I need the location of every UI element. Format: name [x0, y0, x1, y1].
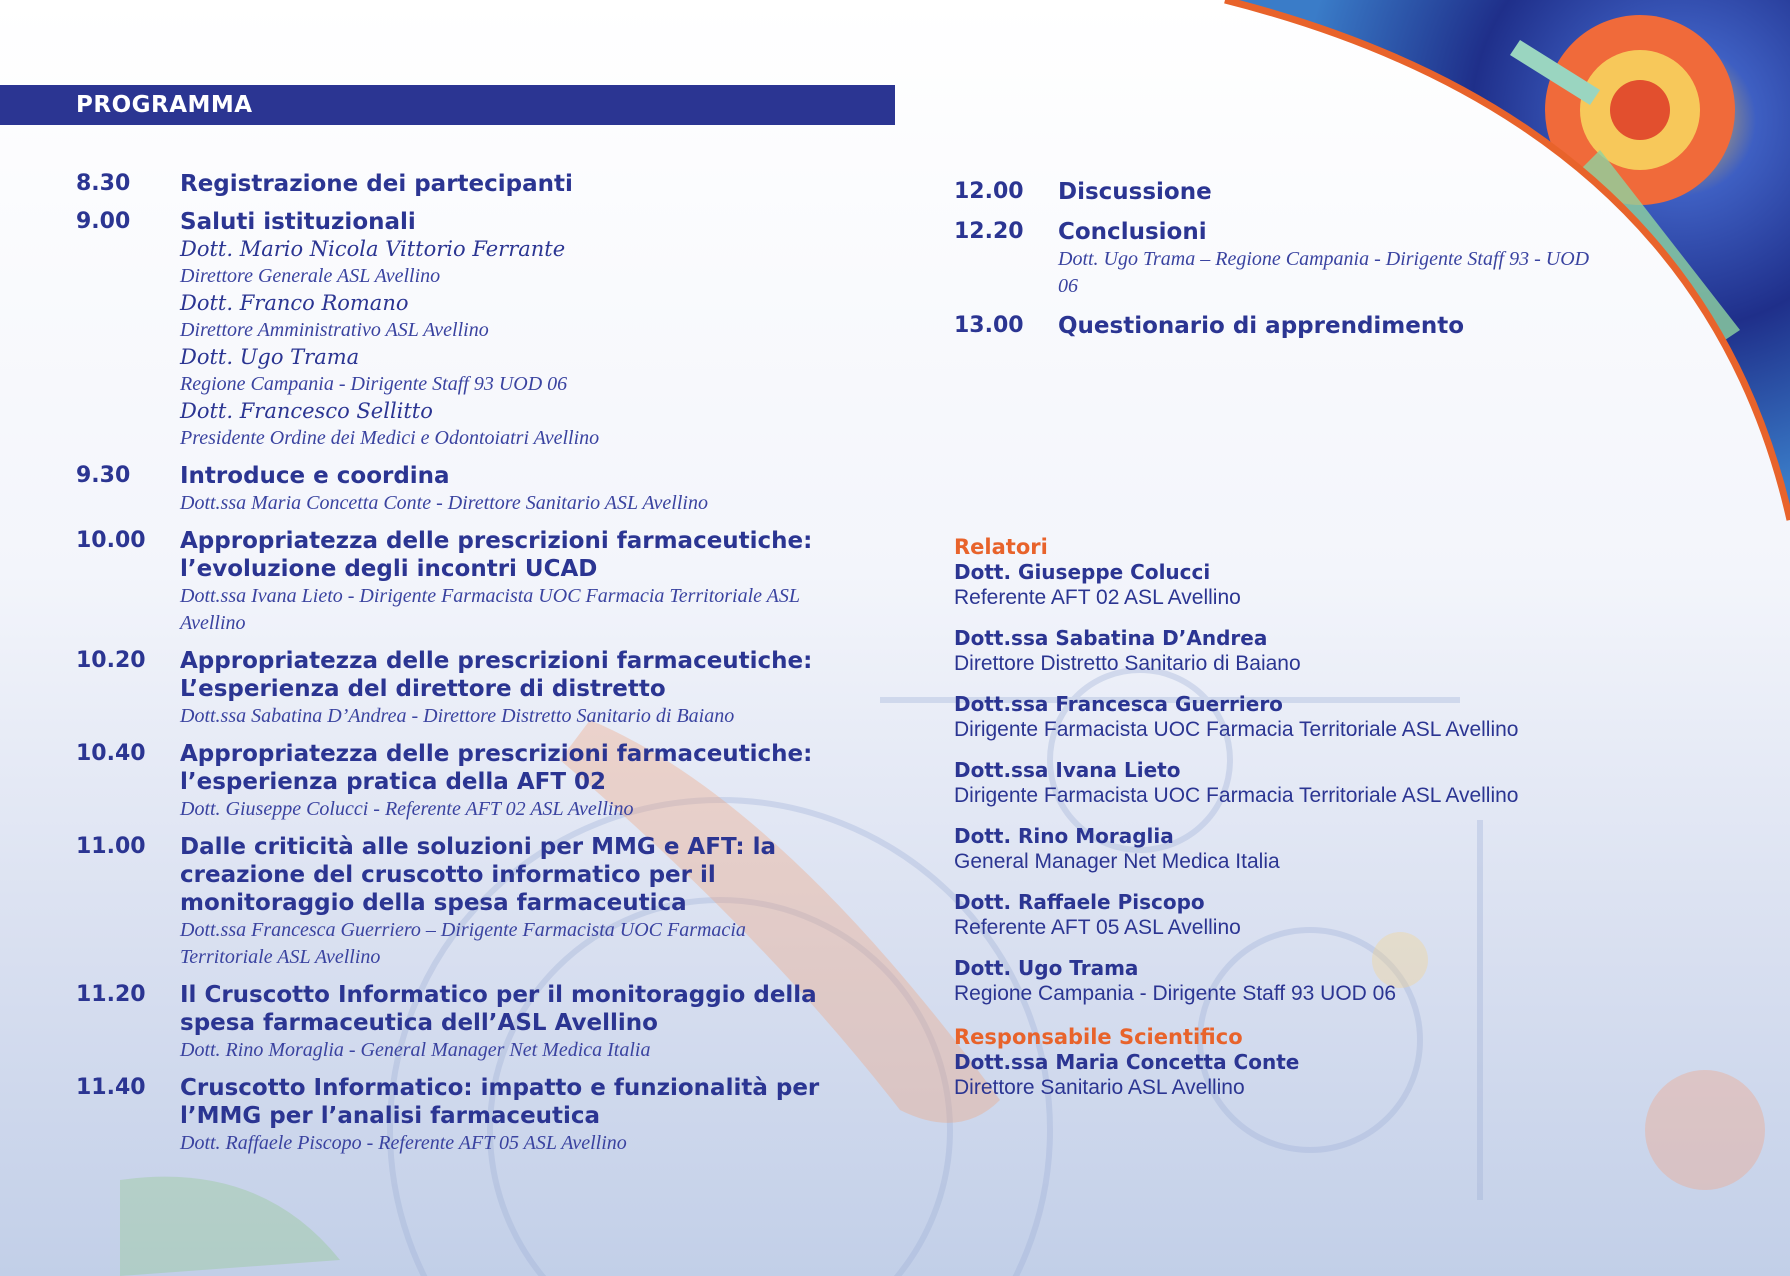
- program-time: 10.40: [76, 741, 146, 766]
- speaker-role: Referente AFT 02 ASL Avellino: [954, 586, 1241, 609]
- speaker-name: Dott. Giuseppe Colucci: [954, 560, 1211, 584]
- program-item: [76, 1074, 836, 1157]
- program-title: Cruscotto Informatico: impatto e funzionalità per l’MMG per l’analisi farmaceutica: [180, 1075, 820, 1129]
- speaker-name: Dott.ssa Francesca Guerriero: [954, 692, 1283, 716]
- speaker-role: Regione Campania - Dirigente Staff 93 UOD 06: [954, 982, 1397, 1005]
- speaker-entry: [954, 824, 1594, 874]
- program-role: Dott. Raffaele Piscopo - Referente AFT 05 ASL Avellino: [180, 1132, 627, 1154]
- program-title: Registrazione dei partecipanti: [180, 171, 573, 197]
- speaker-name: Dott. Raffaele Piscopo: [954, 890, 1205, 914]
- speakers-title: Relatori: [954, 535, 1048, 559]
- speaker-entry: [954, 560, 1594, 610]
- program-item: [954, 312, 1594, 340]
- program-title: Conclusioni: [1058, 219, 1207, 245]
- program-role: Presidente Ordine dei Medici e Odontoiatri Avellino: [180, 427, 600, 449]
- speaker-role: Dirigente Farmacista UOC Farmacia Territoriale ASL Avellino: [954, 784, 1519, 807]
- program-role: Direttore Amministrativo ASL Avellino: [180, 319, 489, 341]
- speaker-role: Referente AFT 05 ASL Avellino: [954, 916, 1241, 939]
- program-role: Dott. Rino Moraglia - General Manager Net Medica Italia: [180, 1039, 651, 1061]
- program-heading: PROGRAMMA: [76, 92, 253, 118]
- program-role: Dott. Giuseppe Colucci - Referente AFT 02 ASL Avellino: [180, 798, 634, 820]
- program-title: Saluti istituzionali: [180, 209, 416, 235]
- program-person: Dott. Ugo Trama: [180, 345, 360, 369]
- program-time: 12.20: [954, 219, 1024, 244]
- program-role: Dott.ssa Maria Concetta Conte - Direttore Sanitario ASL Avellino: [180, 492, 708, 514]
- program-item: [76, 170, 836, 198]
- program-header-bar: [0, 85, 895, 125]
- speaker-name: Dott.ssa Sabatina D’Andrea: [954, 626, 1268, 650]
- program-time: 13.00: [954, 313, 1024, 338]
- program-item: [76, 981, 836, 1064]
- program-title: Questionario di apprendimento: [1058, 313, 1465, 339]
- program-time: 9.30: [76, 463, 131, 488]
- program-time: 12.00: [954, 179, 1024, 204]
- speaker-name: Dott. Ugo Trama: [954, 956, 1139, 980]
- program-time: 8.30: [76, 171, 131, 196]
- program-title: Il Cruscotto Informatico per il monitoraggio della spesa farmaceutica dell’ASL Avellino: [180, 982, 817, 1036]
- speaker-role: Direttore Distretto Sanitario di Baiano: [954, 652, 1301, 675]
- program-item: [954, 178, 1594, 206]
- program-right-column: [954, 178, 1594, 352]
- program-title: Appropriatezza delle prescrizioni farmaceutiche: l’esperienza pratica della AFT 02: [180, 741, 813, 795]
- speaker-entry: [954, 692, 1594, 742]
- program-person: Dott. Franco Romano: [180, 291, 409, 315]
- program-item: [76, 527, 836, 637]
- speakers-list: [954, 560, 1594, 1006]
- program-item: [76, 647, 836, 730]
- program-time: 9.00: [76, 209, 131, 234]
- speaker-role: Dirigente Farmacista UOC Farmacia Territoriale ASL Avellino: [954, 718, 1519, 741]
- program-item: [76, 208, 836, 452]
- scientific-role: Direttore Sanitario ASL Avellino: [954, 1076, 1245, 1099]
- program-item: [76, 833, 836, 971]
- program-person: Dott. Francesco Sellitto: [180, 399, 433, 423]
- speaker-entry: [954, 626, 1594, 676]
- program-left-column: [76, 170, 836, 1167]
- program-role: Dott. Ugo Trama – Regione Campania - Dirigente Staff 93 - UOD 06: [1058, 248, 1590, 297]
- speaker-entry: [954, 956, 1594, 1006]
- program-person: Dott. Mario Nicola Vittorio Ferrante: [180, 237, 566, 261]
- program-time: 10.00: [76, 528, 146, 553]
- program-item: [76, 740, 836, 823]
- program-time: 10.20: [76, 648, 146, 673]
- program-title: Appropriatezza delle prescrizioni farmaceutiche: l’evoluzione degli incontri UCAD: [180, 528, 813, 582]
- program-time: 11.00: [76, 834, 146, 859]
- program-title: Dalle criticità alle soluzioni per MMG e AFT: la creazione del cruscotto informatico per il monitoraggio della spesa farmaceutica: [180, 834, 776, 916]
- program-role: Dott.ssa Ivana Lieto - Dirigente Farmacista UOC Farmacia Territoriale ASL Avellino: [180, 585, 800, 634]
- speakers-section: [954, 534, 1594, 1100]
- program-role: Dott.ssa Sabatina D’Andrea - Direttore Distretto Sanitario di Baiano: [180, 705, 735, 727]
- program-time: 11.20: [76, 982, 146, 1007]
- program-item: [954, 218, 1594, 300]
- program-time: 11.40: [76, 1075, 146, 1100]
- program-title: Introduce e coordina: [180, 463, 450, 489]
- scientific-name: Dott.ssa Maria Concetta Conte: [954, 1050, 1300, 1074]
- speaker-role: General Manager Net Medica Italia: [954, 850, 1280, 873]
- program-role: Dott.ssa Francesca Guerriero – Dirigente Farmacista UOC Farmacia Territoriale ASL Avellino: [180, 919, 746, 968]
- speaker-entry: [954, 758, 1594, 808]
- program-role: Direttore Generale ASL Avellino: [180, 265, 441, 287]
- program-role: Regione Campania - Dirigente Staff 93 UOD 06: [180, 373, 568, 395]
- program-item: [76, 462, 836, 517]
- program-title: Discussione: [1058, 179, 1212, 205]
- scientific-title: Responsabile Scientifico: [954, 1025, 1243, 1049]
- speaker-entry: [954, 890, 1594, 940]
- speaker-name: Dott. Rino Moraglia: [954, 824, 1174, 848]
- program-title: Appropriatezza delle prescrizioni farmaceutiche: L’esperienza del direttore di distretto: [180, 648, 813, 702]
- speaker-name: Dott.ssa Ivana Lieto: [954, 758, 1181, 782]
